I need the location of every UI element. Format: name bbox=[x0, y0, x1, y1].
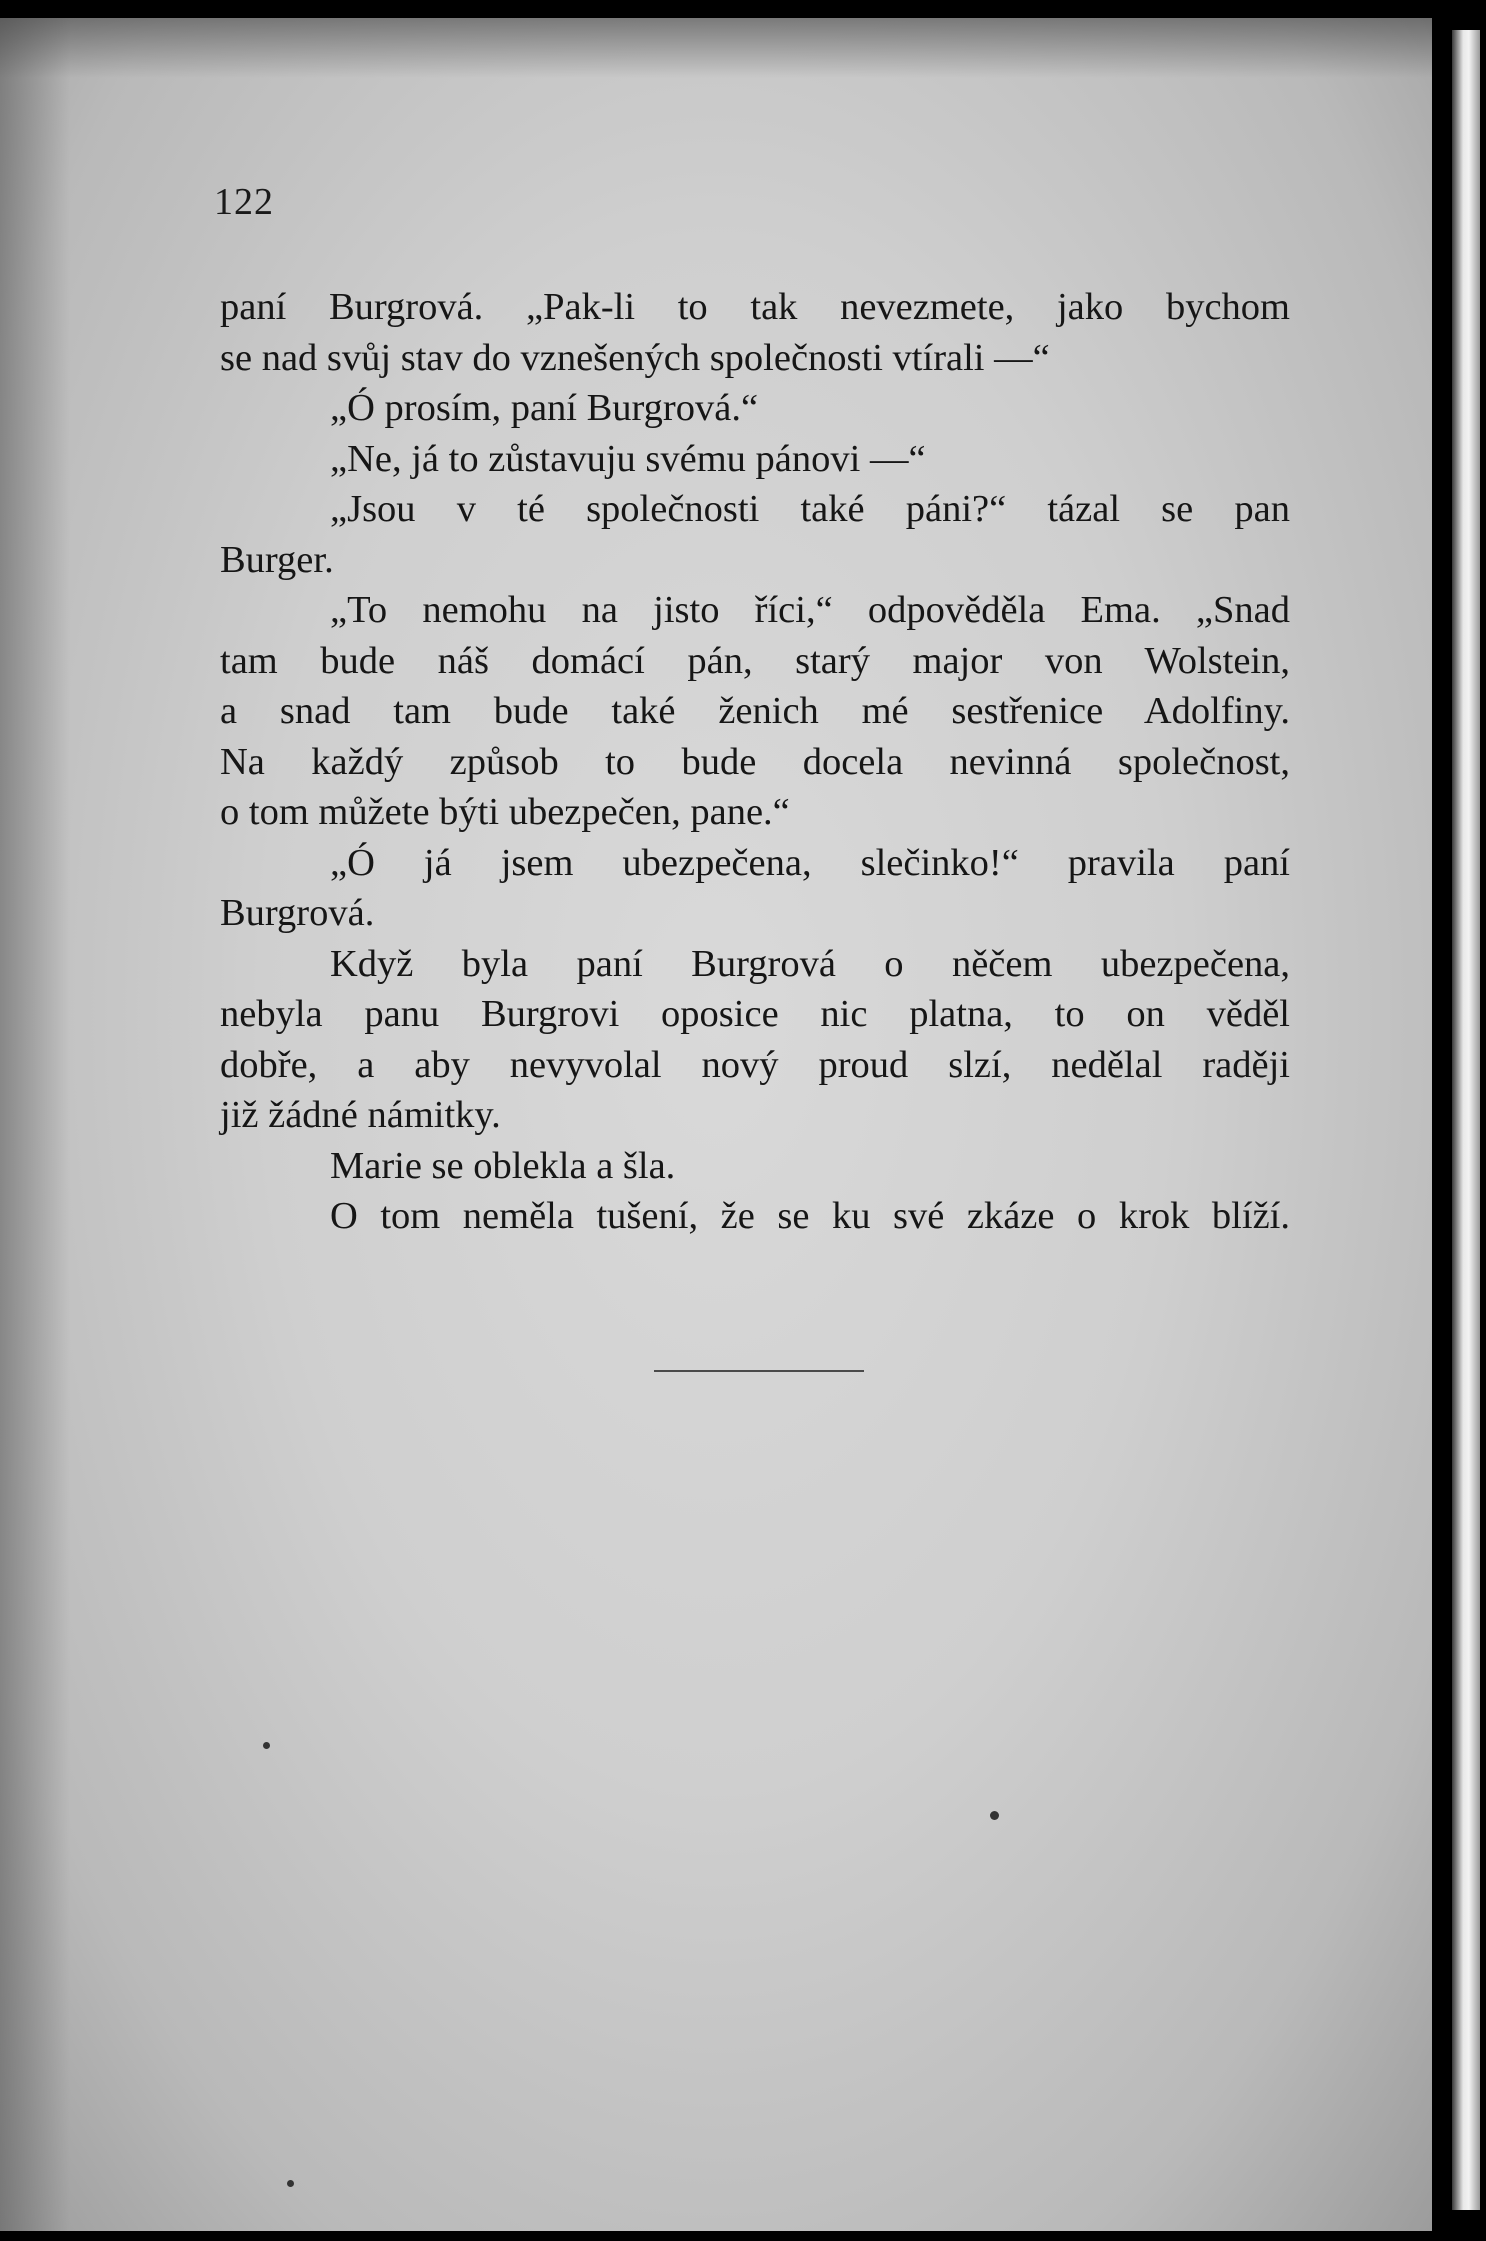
text-line: Na každý způsob to bude docela nevinná společnost, bbox=[220, 740, 1290, 783]
text-line: dobře, a aby nevyvolal nový proud slzí, nedělal raději bbox=[220, 1043, 1290, 1086]
section-end-rule bbox=[654, 1370, 864, 1372]
text-line: „Ó prosím, paní Burgrová.“ bbox=[330, 387, 759, 429]
text-line: o tom můžete býti ubezpečen, pane.“ bbox=[220, 791, 790, 833]
next-page-edge bbox=[1452, 30, 1480, 2210]
page-number: 122 bbox=[214, 181, 274, 223]
text-line: již žádné námitky. bbox=[220, 1094, 501, 1136]
book-page bbox=[0, 18, 1432, 2231]
text-line: Burger. bbox=[220, 538, 334, 581]
paragraph bbox=[220, 484, 1290, 585]
text-line: Když byla paní Burgrová o něčem ubezpečena, bbox=[330, 942, 1290, 985]
paragraph bbox=[220, 1191, 1290, 1242]
text-line: „Ó já jsem ubezpečena, slečinko!“ pravila paní bbox=[330, 841, 1290, 884]
text-line: „Jsou v té společnosti také páni?“ tázal se pan bbox=[330, 488, 1290, 530]
paragraph bbox=[220, 282, 1290, 383]
body-text bbox=[220, 282, 1290, 1242]
scan-speck bbox=[287, 2180, 294, 2187]
paragraph bbox=[220, 434, 1290, 485]
text-line: Marie se oblekla a šla. bbox=[330, 1144, 676, 1187]
text-line: Burgrová. bbox=[220, 892, 375, 934]
paragraph bbox=[220, 1141, 1290, 1192]
text-line: „Ne, já to zůstavuju svému pánovi —“ bbox=[330, 437, 926, 480]
text-line: se nad svůj stav do vznešených společnosti vtírali —“ bbox=[220, 336, 1050, 379]
scan-speck bbox=[263, 1742, 270, 1749]
scan-right-border bbox=[1432, 0, 1486, 2241]
text-line: a snad tam bude také ženich mé sestřenice Adolfiny. bbox=[220, 690, 1290, 732]
text-line: paní Burgrová. „Pak-li to tak nevezmete, jako bychom bbox=[220, 286, 1290, 328]
scan-speck bbox=[990, 1811, 999, 1820]
text-line: nebyla panu Burgrovi oposice nic platna, to on věděl bbox=[220, 993, 1290, 1035]
paragraph bbox=[220, 838, 1290, 939]
text-line: tam bude náš domácí pán, starý major von Wolstein, bbox=[220, 639, 1290, 682]
text-line: O tom neměla tušení, že se ku své zkáze o krok blíží. bbox=[330, 1195, 1290, 1237]
paragraph bbox=[220, 939, 1290, 1141]
paragraph bbox=[220, 383, 1290, 434]
paragraph bbox=[220, 585, 1290, 838]
text-line: „To nemohu na jisto říci,“ odpověděla Ema. „Snad bbox=[330, 589, 1290, 631]
